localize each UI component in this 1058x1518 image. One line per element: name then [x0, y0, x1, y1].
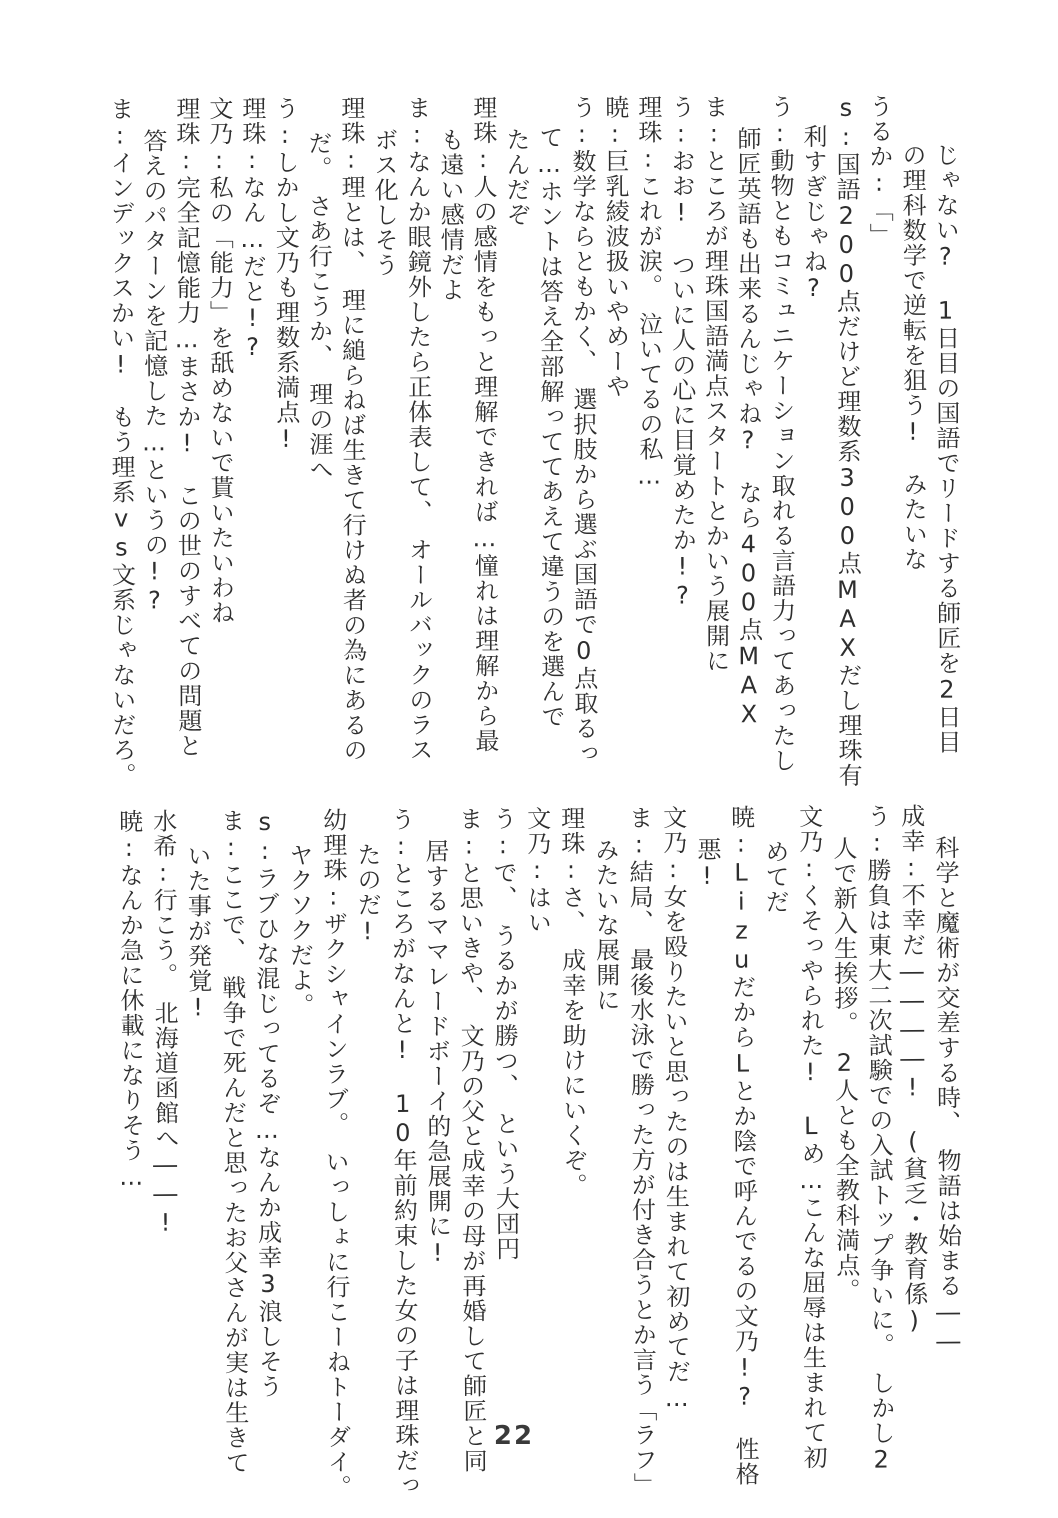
text-block-top — [103, 94, 963, 807]
text-line: ま:と思いきや、 文乃の父と成幸の母が再婚して師匠と同 — [454, 806, 488, 1474]
text-line: て…ホントは答え全部解っててあえて違うのを選んで — [534, 124, 565, 729]
text-line: 理珠:これが涙。 泣いてるの私… — [633, 94, 664, 491]
text-line: う:しかし文乃も理数系満点! — [270, 95, 301, 454]
text-line: 居するママレードボーイ的急展開に! — [420, 838, 452, 1268]
text-line: う:勝負は東大二次試験での入試トップ争いに。 しかし2 — [862, 803, 896, 1475]
text-line: じゃない? 1日目の国語でリードする師匠を2日目 — [930, 142, 962, 755]
text-line: う:動物ともコミュニケーション取れる言語力ってあったし — [765, 94, 797, 774]
text-line: ま:結局、 最後水泳で勝った方が付き合うとか言う「ラフ」 — [624, 805, 658, 1498]
text-line: 答えのパターンを記憶した…というの!? — [138, 128, 169, 616]
text-line: ま:ところが理珠国語満点スタートとかいう展開に — [699, 94, 730, 674]
text-line: ま:なんか眼鏡外したら正体表して、 オールバックのラス — [402, 95, 434, 763]
text-line: ヤクソクだよ。 — [284, 842, 315, 1018]
text-line: う:で、 うるかが勝つ、 という大団円 — [488, 806, 520, 1262]
text-line: う:数学ならともかく、 選択肢から選ぶ国語で0点取るっ — [567, 94, 599, 766]
text-line: ま:インデックスかい! もう理系vs文系じゃないだろ。 — [105, 96, 137, 788]
text-line: ボス化しそう — [369, 127, 399, 278]
text-line: 成幸:不幸だ――――! (貧乏・教育係) — [896, 803, 929, 1336]
text-line: 人で新入生挨拶。 2人とも全教科満点。 — [828, 835, 861, 1303]
text-line: ま:ここで、 戦争で死んだと思ったお父さんが実は生きて — [216, 808, 250, 1476]
text-line: の理科数学で逆転を狙う! みたいな — [897, 142, 928, 572]
text-line: 文乃:女を殴りたいと思ったのは生まれて初めてだ… — [658, 804, 691, 1414]
text-line: 科学と魔術が交差する時、 物語は始まる―― — [930, 835, 963, 1357]
text-line: 暁:巨乳綾波扱いやめーや — [600, 94, 630, 399]
text-block-bottom — [112, 803, 967, 1504]
text-line: 幼理珠:ザクシャインラブ。 いっしょに行こーねトーダイ。 — [318, 807, 352, 1500]
text-line: 理珠:理とは、 理に縋らねば生きて行けぬ者の為にあるの — [336, 95, 368, 763]
text-line: 悪! — [692, 836, 722, 891]
text-line: たんだぞ — [501, 127, 531, 228]
text-line: みたいな展開に — [590, 837, 621, 1013]
text-line: s:国語200点だけど理数系300点MAXだし理珠有 — [831, 93, 863, 788]
text-line: 師匠英語も出来るんじゃね? なら400点MAX — [732, 126, 763, 730]
text-line: うるか:「」 — [864, 93, 894, 248]
text-line: いた事が発覚! — [182, 843, 213, 1023]
text-line: たのだ! — [352, 842, 382, 947]
text-line: 水希:行こう。 北海道函館へ――! — [148, 808, 180, 1238]
text-line: 理珠:なん…だと!? — [237, 95, 267, 363]
text-line: s:ラブひな混じってるぞ…なんか成幸3浪しそう — [250, 807, 283, 1399]
text-line: も遠い感情だよ — [435, 127, 465, 303]
text-line: 暁:なんか急に休載になりそう… — [114, 808, 146, 1192]
text-line: う:ところがなんと! 10年前約束した女の子は理珠だっ — [386, 806, 420, 1499]
text-line: 理珠:完全記憶能力…まさか! この世のすべての問題と — [171, 96, 203, 759]
text-line: 利すぎじゃね? — [798, 123, 828, 304]
page-number: 22 — [493, 1421, 535, 1451]
text-line: 理珠:さ、 成幸を助けにいくぞ。 — [556, 805, 588, 1198]
text-line: 文乃:はい — [522, 805, 552, 936]
text-line: 文乃:くそっやられた! Lめ…こんな屈辱は生まれて初 — [794, 804, 828, 1471]
text-line: 文乃:私の「能力」を舐めないで貰いたいわね — [204, 96, 235, 626]
text-line: 暁:LizuだからLとか陰で呼んでるの文乃!? 性格 — [726, 804, 760, 1487]
text-line: だ。 さあ行こうか、 理の涯へ — [303, 130, 334, 482]
text-line: う:おお! ついに人の心に目覚めたか!? — [666, 94, 697, 611]
text-line: 理珠:人の感情をもっと理解できれば…憧れは理解から最 — [468, 95, 500, 754]
text-line: めてだ — [760, 839, 790, 915]
